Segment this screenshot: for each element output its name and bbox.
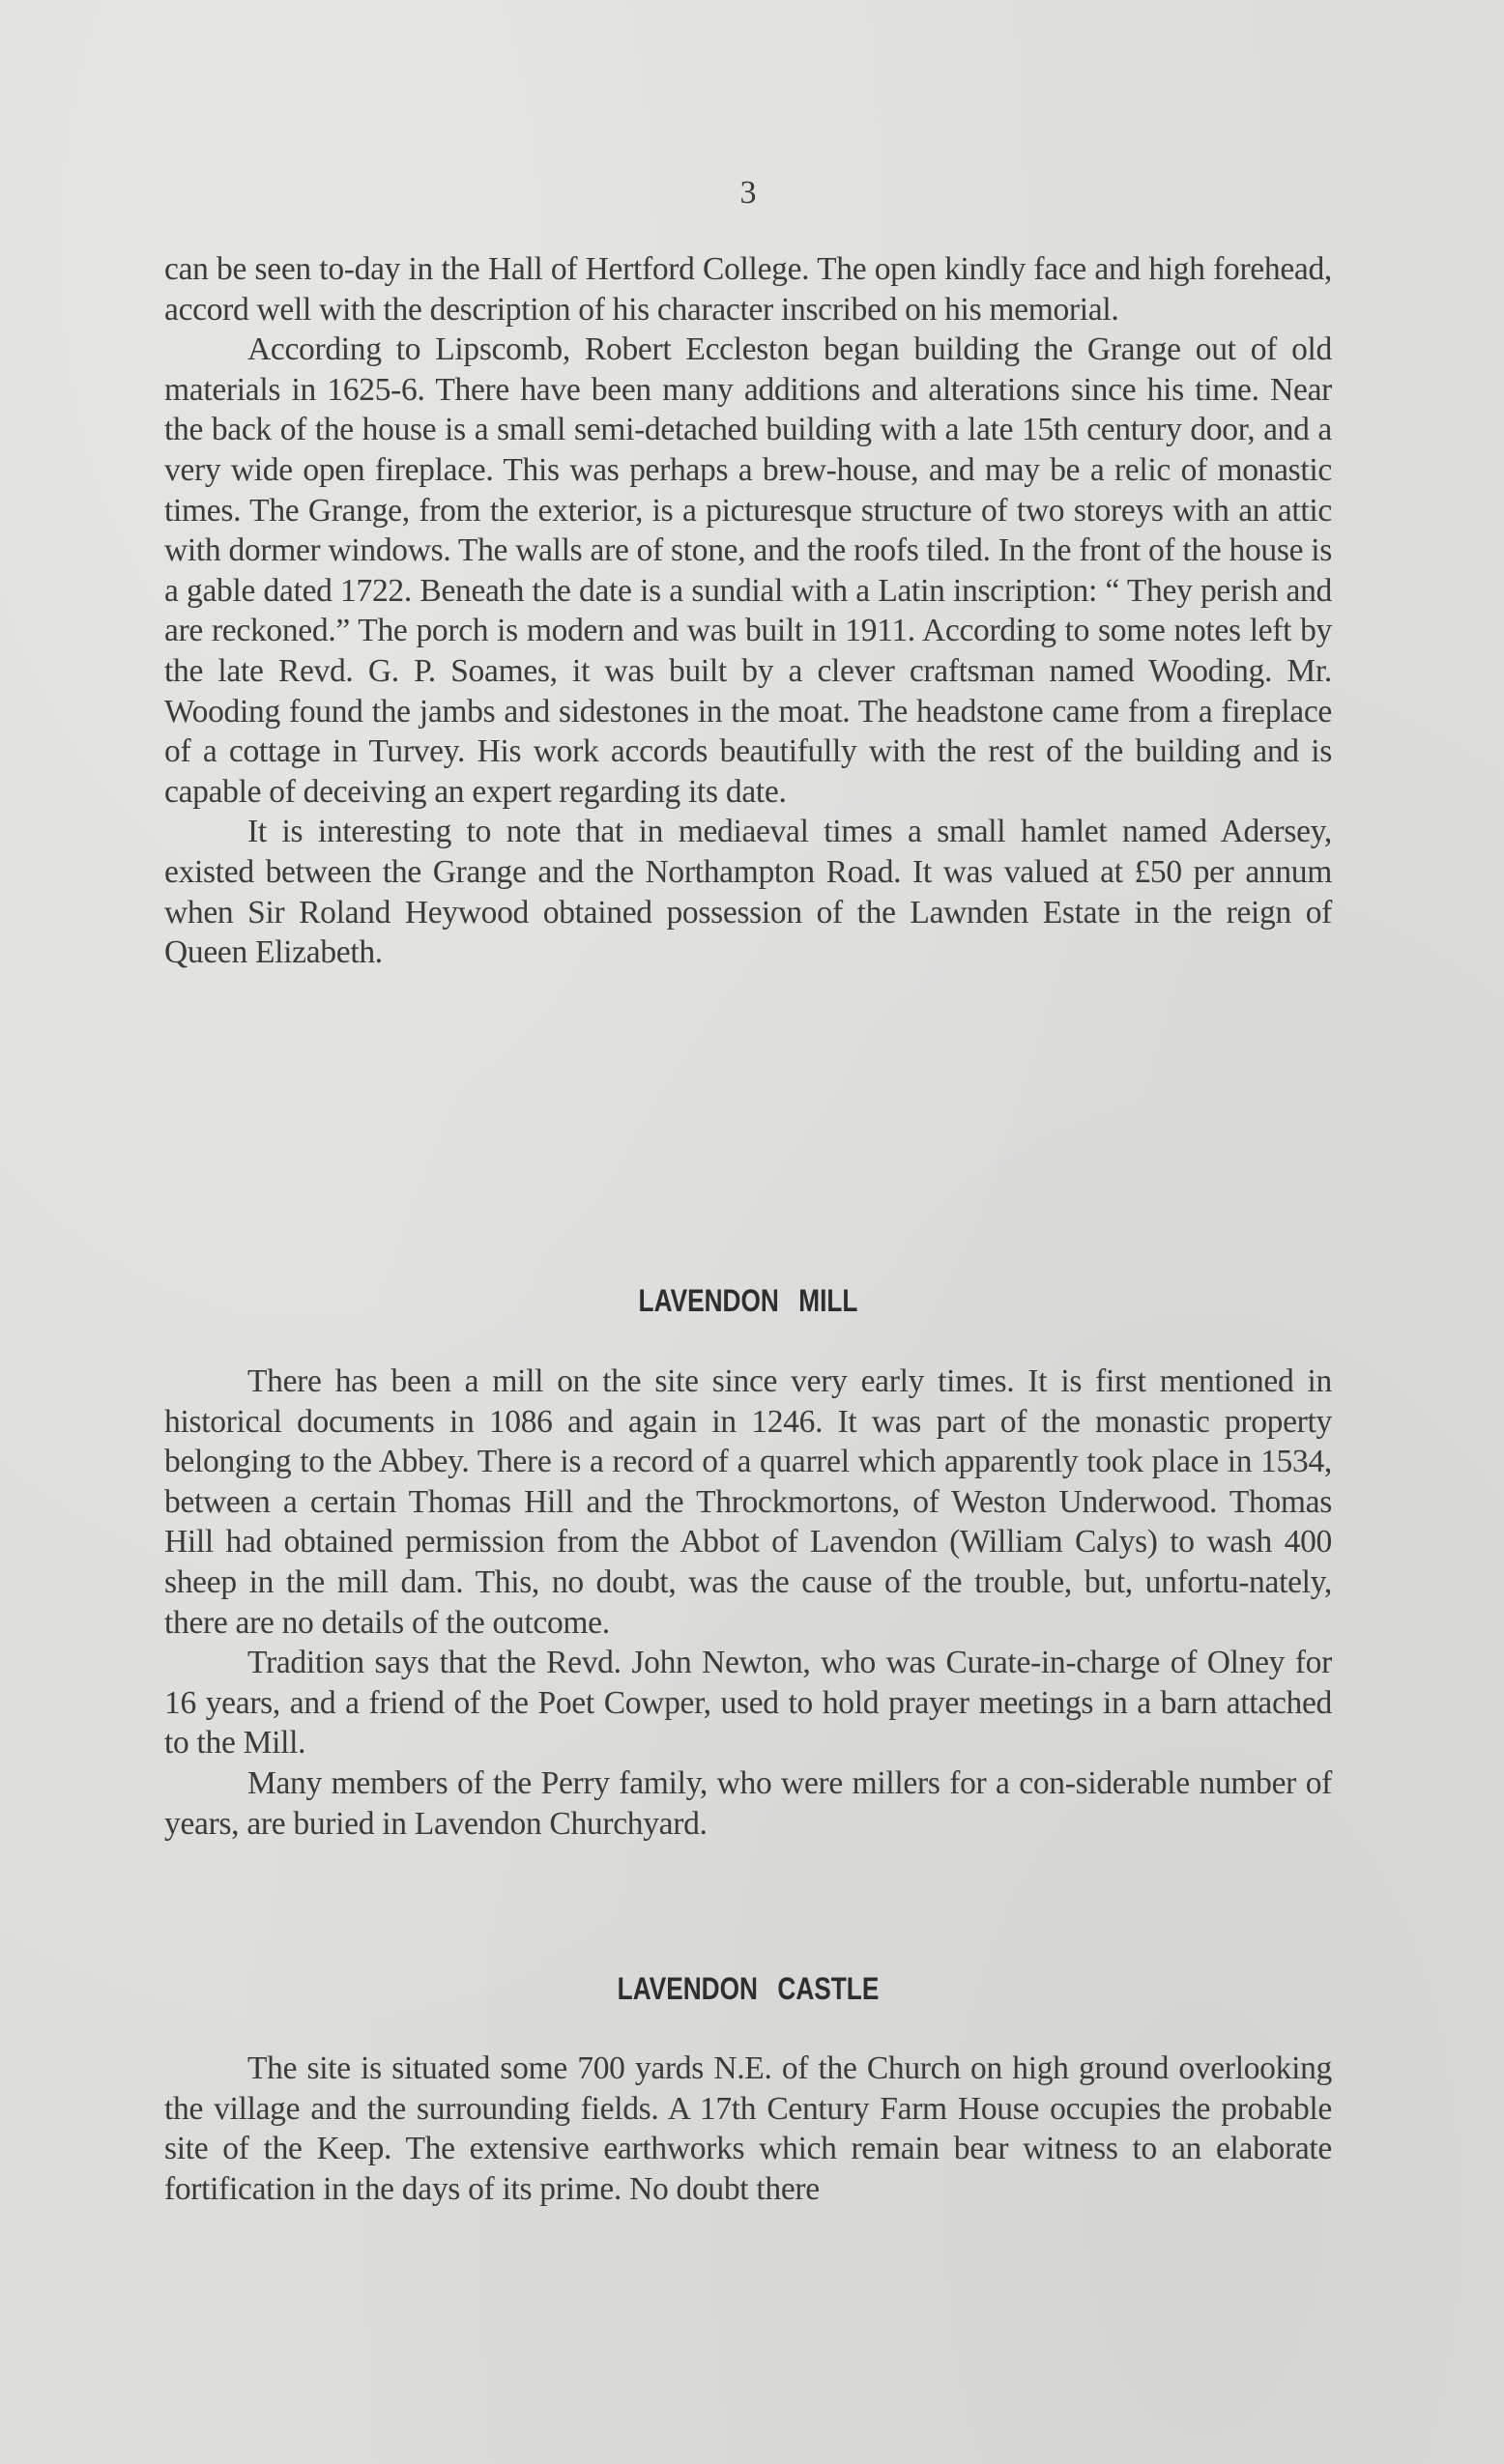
paragraph: can be seen to-day in the Hall of Hertford College. The open kindly face and high forehead, accord well with the description of his character inscribed on his memorial.	[164, 251, 1332, 328]
paragraph: There has been a mill on the site since very early times. It is first mentioned in historical documents in 1086 and again in 1246. It was part of the monastic property belonging to the Abbey. There is a record of a quarrel which apparently took place in 1534, between a certain Thomas Hill and the Throckmortons, of Weston Underwood. Thomas Hill had obtained permission from the Abbot of Lavendon (William Calys) to wash 400 sheep in the mill dam. This, no doubt, was the cause of the trouble, but, unfortu-nately, there are no details of the outcome.	[164, 1363, 1332, 1641]
paragraph: According to Lipscomb, Robert Eccleston began building the Grange out of old materials in 1625-6. There have been many additions and alterations since his time. Near the back of the house is a small semi-detached building with a late 15th century door, and a very wide open fireplace. This was perhaps a brew-house, and may be a relic of monastic times. The Grange, from the exterior, is a picturesque structure of two storeys with an attic with dormer windows. The walls are of stone, and the roofs tiled. In the front of the house is a gable dated 1722. Beneath the date is a sundial with a Latin inscription: “ They perish and are reckoned.” The porch is modern and was built in 1911. According to some notes left by the late Revd. G. P. Soames, it was built by a clever craftsman named Wooding. Mr. Wooding found the jambs and sidestones in the moat. The headstone came from a fireplace of a cottage in Turvey. His work accords beautifully with the rest of the building and is capable of deceiving an expert regarding its date.	[164, 331, 1332, 810]
section-heading-lavendon-castle: LAVENDON CASTLE	[617, 1971, 880, 2006]
paragraph: The site is situated some 700 yards N.E. of the Church on high ground overlooking the village and the surrounding fields. A 17th Century Farm House occupies the probable site of the Keep. The extensive earthworks which remain bear witness to an elaborate fortification in the days of its prime. No doubt there	[164, 2050, 1332, 2207]
paragraph: Many members of the Perry family, who were millers for a con-siderable number of years, are buried in Lavendon Churchyard.	[164, 1764, 1332, 1842]
paragraph: It is interesting to note that in mediaeval times a small hamlet named Adersey, existed between the Grange and the Northampton Road. It was valued at £50 per annum when Sir Roland Heywood obtained possession of the Lawnden Estate in the reign of Queen Elizabeth.	[164, 814, 1332, 971]
page-number: 3	[739, 175, 757, 211]
castle-text-block	[164, 2049, 1332, 2209]
mill-text-block	[164, 1361, 1332, 1844]
intro-text-block	[164, 249, 1332, 973]
section-heading-lavendon-mill: LAVENDON MILL	[638, 1283, 858, 1318]
paragraph: Tradition says that the Revd. John Newton, who was Curate-in-charge of Olney for 16 years, and a friend of the Poet Cowper, used to hold prayer meetings in a barn attached to the Mill.	[164, 1645, 1332, 1762]
